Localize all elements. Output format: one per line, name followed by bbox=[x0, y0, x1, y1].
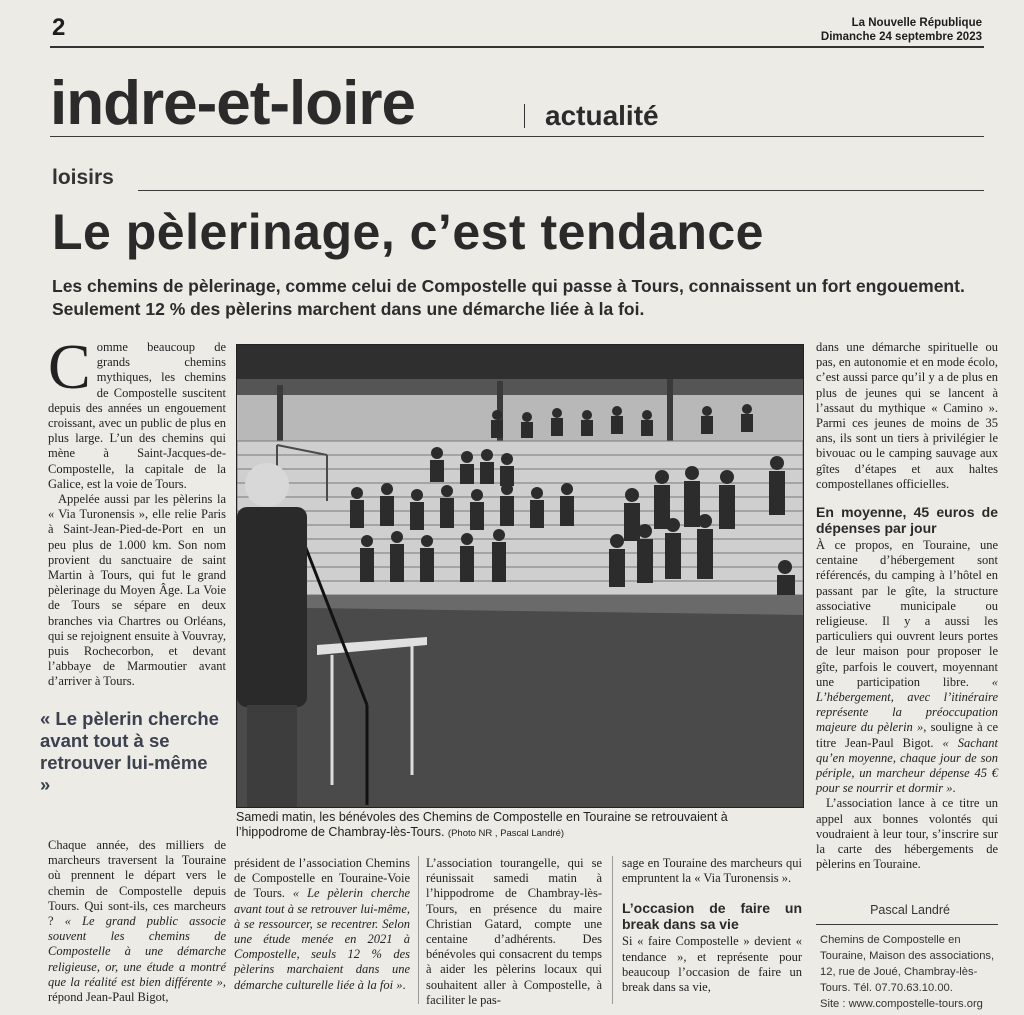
paragraph-hebergement: À ce propos, en Touraine, une centaine d’hébergement sont référencés, du camping à l’hôtel en passant par le gîte, la structure associative municipale ou religieuse. Il y a aussi les particuliers qui ouvrent leurs portes de leur maison pour proposer le gîte, parfois le couvert, moyennant une participation libre. bbox=[816, 538, 998, 689]
newspaper-name: La Nouvelle République bbox=[851, 17, 982, 29]
standfirst: Les chemins de pèlerinage, comme celui de Compostelle qui passe à Tours, connaissent un fort engouement. Seulement 12 % des pèlerins marchent dans une démarche liée à la foi. bbox=[52, 276, 965, 319]
department-rule bbox=[50, 136, 984, 137]
section-label: actualité bbox=[545, 100, 659, 131]
drop-cap: C bbox=[48, 331, 91, 402]
column-2 bbox=[234, 856, 410, 993]
pull-quote: « Le pèlerin cherche avant tout à se retrouver lui-même » bbox=[40, 708, 219, 795]
paragraph-tendance: Si « faire Compostelle » devient « tendance », et représente pour beaucoup l’occasion de faire un break dans sa vie, bbox=[622, 934, 802, 995]
photo-credit: (Photo NR , Pascal Landré) bbox=[447, 828, 565, 839]
intro-paragraph: omme beaucoup de grands chemins mythiques, les chemins de Compostelle suscitent depuis des années un engouement croissant, avec un public de plus en plus large. L’un des chemins qui mène à Saint-Jacques-de-Compostelle, la capitale de la Galice, est la voie de Tours. bbox=[48, 340, 226, 491]
quote-end-2: . bbox=[952, 781, 956, 796]
attribution-bigot: , répond Jean-Paul Bigot, bbox=[48, 974, 226, 1005]
quote-end: . bbox=[402, 977, 406, 992]
info-address: Chemins de Compostelle en Touraine, Maison des associations, 12, rue de Joué, Chambray-lès-Tours. Tél. 07.70.63.10.00. bbox=[820, 934, 995, 994]
column-1 bbox=[48, 331, 226, 690]
infobox-rule bbox=[816, 924, 998, 925]
info-website: Site : www.compostelle-tours.org bbox=[820, 998, 983, 1010]
top-rule bbox=[50, 46, 984, 48]
photo-caption bbox=[236, 810, 796, 841]
column-3 bbox=[426, 856, 602, 1008]
rubric-label: loisirs bbox=[52, 166, 114, 189]
issue-date: Dimanche 24 septembre 2023 bbox=[820, 31, 982, 43]
paragraph-via-turonensis-2: sage en Touraine des marcheurs qui empruntent la « Via Turonensis ». bbox=[622, 856, 802, 886]
paragraph-appel: L’association lance à ce titre un appel aux bonnes volontés qui voudraient à leur tour, s’inscrire sur la carte des hébergements de pèlerins en Touraine. bbox=[816, 796, 998, 872]
quote-pelerin: « Le pèlerin cherche avant tout à se retrouver lui-même, à se ressourcer, se recentrer. Selon une étude menée en 2021 à Compostelle, seuls 12 % des pèlerins marchaient dans une démarche culturelle liée à la foi » bbox=[234, 886, 410, 992]
subhead-moyenne: En moyenne, 45 euros de dépenses par jour bbox=[816, 504, 998, 537]
department-separator bbox=[524, 104, 525, 128]
byline: Pascal Landré bbox=[870, 903, 950, 917]
masthead bbox=[821, 16, 982, 44]
column-1-bottom bbox=[48, 838, 226, 1005]
paragraph-president: président de l’association Chemins de Compostelle en Touraine-Voie de Tours. bbox=[234, 856, 410, 901]
info-box bbox=[820, 932, 1000, 1012]
paragraph-camino: dans une démarche spirituelle ou pas, en autonomie et en mode écolo, c’est aussi parce qu’il y a de plus en plus de jeunes qui se lancent à l’assaut du mythique « Camino ». Parmi ces jeunes de moins de 35 ans, ils sont un tiers à privilégier le bivouac ou le camping sauvage aux gîtes d’étapes et aux haltes compostellanes officielles. bbox=[816, 340, 998, 491]
rubric-rule bbox=[138, 190, 984, 191]
subhead-break: L’occasion de faire un break dans sa vie bbox=[622, 900, 802, 933]
photo-grandstand-image bbox=[237, 345, 803, 807]
department-title: indre-et-loire bbox=[50, 69, 415, 138]
caption-text: Samedi matin, les bénévoles des Chemins de Compostelle en Touraine se retrouvaient à l’hippodrome de Chambray-lès-Tours. bbox=[236, 810, 728, 839]
headline: Le pèlerinage, c’est tendance bbox=[52, 204, 764, 260]
column-separator bbox=[418, 856, 419, 1004]
column-separator bbox=[612, 856, 613, 1004]
quote-grand-public: « Le grand public associe souvent les chemins de Compostelle à une démarche religieuse, or, une étude a montré que la réalité est bien différente » bbox=[48, 914, 226, 989]
quote-hebergement: « L’hébergement, avec l’itinéraire représente la préoccupation majeure du pèlerin » bbox=[816, 674, 998, 735]
quote-45-euros: « Sachant qu’en moyenne, chaque jour de son périple, un marcheur dépense 45 € pour se nourrir et dormir » bbox=[816, 735, 998, 796]
paragraph-via-turonensis: Appelée aussi par les pèlerins la « Via Turonensis », elle relie Paris à Saint-Jean-Pied-de-Port en un peu plus de 1.000 km. Son nom provient du sanctuaire de saint Martin à Tours, qui fut le grand pèlerinage du Moyen Âge. La Voie de Tours se sépare en deux branches via Chartres ou Orléans, qui se rejoignent ensuite à Vouvray, puis Rochecorbon, et devant l’abbaye de Marmoutier avant d’arriver à Tours. bbox=[48, 492, 226, 689]
attribution-bigot-2: , souligne à ce titre Jean-Paul Bigot. bbox=[816, 720, 998, 750]
column-5 bbox=[816, 340, 998, 873]
paragraph-marcheurs: Chaque année, des milliers de marcheurs traversent la Touraine où prennent le départ vers le chemin de Compostelle depuis Tours. Qui sont-ils, ces marcheurs ? bbox=[48, 838, 226, 929]
paragraph-association: L’association tourangelle, qui se réunissait samedi matin à l’hippodrome de Chambray-lès-Tours, en présence du maire Christian Gatard, compte une centaine d’adhérents. Des bénévoles qui consacrent du temps à aider les pèlerins locaux qui souhaitent aller à Compostelle, à faciliter le pas- bbox=[426, 856, 602, 1007]
column-4 bbox=[622, 856, 802, 995]
page-number: 2 bbox=[52, 14, 66, 41]
article-photo bbox=[236, 344, 804, 808]
